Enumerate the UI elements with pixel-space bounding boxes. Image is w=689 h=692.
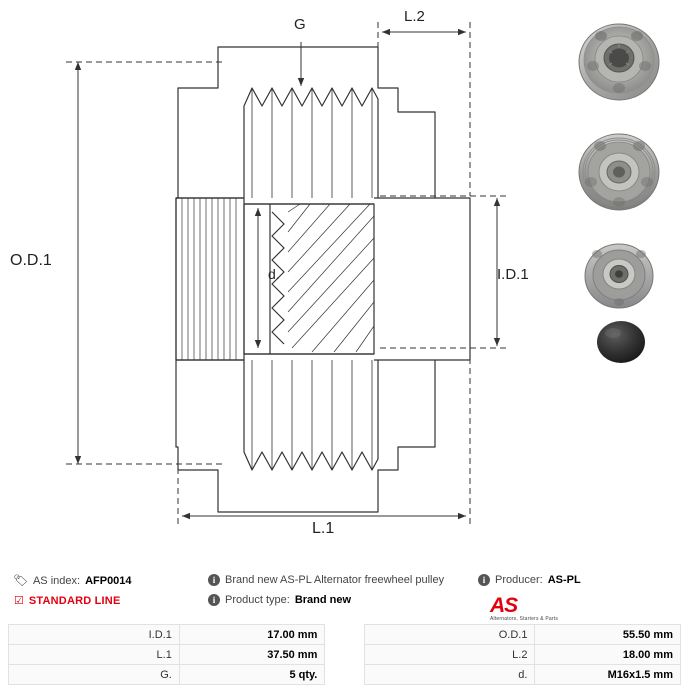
spec-value: 55.50 mm	[535, 625, 681, 645]
dimension-label-od1: O.D.1	[10, 252, 52, 269]
table-gap	[325, 645, 364, 665]
product-info-bar	[0, 570, 689, 622]
spec-value: 5 qty.	[179, 665, 325, 685]
specifications-table	[8, 624, 681, 685]
spec-label: d.	[364, 665, 535, 685]
dimension-label-g: G	[294, 16, 306, 33]
as-index-value: AFP0014	[85, 574, 132, 587]
spec-label: L.2	[364, 645, 535, 665]
producer-value: AS-PL	[547, 574, 581, 586]
product-type-label: Product type:	[225, 594, 290, 606]
info-icon: i	[478, 574, 490, 586]
table-gap	[325, 625, 364, 645]
logo-text: AS	[490, 594, 518, 617]
as-index-row	[14, 574, 132, 587]
producer-label: Producer:	[495, 574, 543, 586]
spec-label: I.D.1	[9, 625, 180, 645]
check-icon: ☑	[14, 595, 24, 607]
spec-value: M16x1.5 mm	[535, 665, 681, 685]
producer-row	[478, 574, 581, 586]
logo-subtitle: Alternators, Starters & Parts	[490, 616, 559, 622]
table-row	[9, 665, 681, 685]
spec-label: G.	[9, 665, 180, 685]
table-gap	[325, 665, 364, 685]
standard-line-label: STANDARD LINE	[28, 594, 121, 607]
photo-pulley-angled-view[interactable]	[573, 126, 665, 218]
info-icon: i	[208, 574, 220, 586]
photo-pulley-front-view[interactable]	[573, 14, 665, 106]
dimension-label-l2: L.2	[404, 8, 425, 25]
spec-value: 18.00 mm	[535, 645, 681, 665]
as-index-label: AS index:	[32, 574, 81, 587]
product-type-row	[208, 594, 351, 606]
dimension-label-d: d.	[268, 266, 280, 282]
spec-value: 37.50 mm	[179, 645, 325, 665]
spec-label: O.D.1	[364, 625, 535, 645]
table-row	[9, 645, 681, 665]
tag-icon: 🏷	[13, 575, 29, 587]
product-description: Brand new AS-PL Alternator freewheel pulley	[225, 574, 445, 586]
dimension-label-l1: L.1	[312, 520, 335, 537]
table-row	[9, 625, 681, 645]
photo-pulley-rear-view[interactable]	[573, 236, 665, 314]
info-icon: i	[208, 594, 220, 606]
as-pl-logo	[490, 596, 585, 626]
description-row	[208, 574, 444, 586]
spec-label: L.1	[9, 645, 180, 665]
photo-pulley-cap[interactable]	[573, 316, 665, 368]
spec-value: 17.00 mm	[179, 625, 325, 645]
product-type-value: Brand new	[294, 594, 352, 606]
product-photo-list	[565, 8, 685, 358]
dimension-label-id1: I.D.1	[497, 266, 529, 283]
standard-line-row	[14, 594, 121, 607]
